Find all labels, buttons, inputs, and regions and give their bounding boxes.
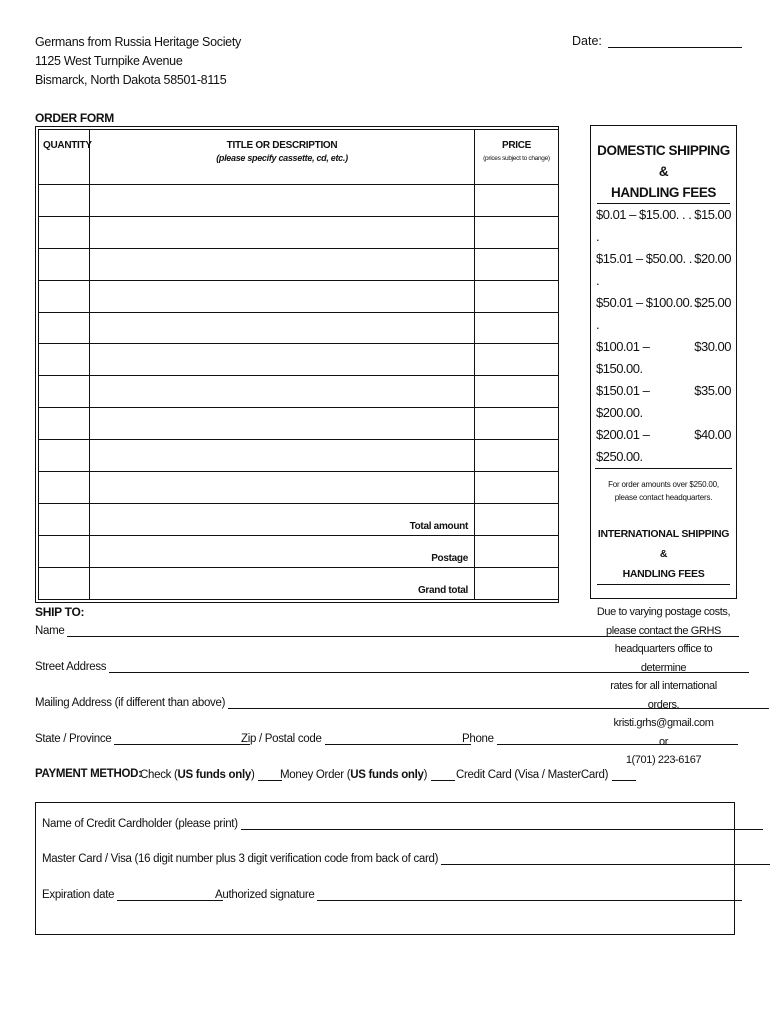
description-cell[interactable]: [90, 408, 475, 440]
description-cell[interactable]: [90, 216, 475, 248]
domestic-shipping-title: DOMESTIC SHIPPING & HANDLING FEES: [597, 143, 730, 200]
table-row: [39, 376, 559, 408]
street-address-field: [35, 660, 749, 673]
quantity-column-header: QUANTITY: [39, 130, 90, 185]
check-option-blank[interactable]: [258, 768, 282, 781]
state-input-line[interactable]: [114, 732, 250, 745]
order-table: [35, 126, 559, 603]
total-amount-label: Total amount: [90, 504, 475, 536]
postage-label: Postage: [90, 536, 475, 568]
table-row: [39, 216, 559, 248]
price-cell[interactable]: [475, 408, 559, 440]
fee-list: [595, 204, 732, 469]
price-cell[interactable]: [475, 440, 559, 472]
description-cell[interactable]: [90, 280, 475, 312]
mailing-address-label: Mailing Address (if different than above): [35, 697, 226, 709]
grand-total-cell[interactable]: [475, 568, 559, 600]
fee-row: $15.01 – $50.00. . . $20.00: [596, 251, 731, 288]
quantity-cell[interactable]: [39, 216, 90, 248]
table-row: [39, 344, 559, 376]
fee-row: $100.01 – $150.00. $30.00: [596, 339, 731, 376]
price-cell[interactable]: [475, 472, 559, 504]
table-row: [39, 408, 559, 440]
ship-to-title: SHIP TO:: [35, 605, 85, 619]
postage-row: [39, 536, 559, 568]
signature-label: Authorized signature: [215, 889, 315, 901]
price-cell[interactable]: [475, 344, 559, 376]
zip-label: Zip / Postal code: [241, 733, 322, 745]
address-line-street: 1125 West Turnpike Avenue: [35, 54, 183, 68]
phone-input-line[interactable]: [497, 732, 738, 745]
postage-cell[interactable]: [475, 536, 559, 568]
grand-total-row: [39, 568, 559, 600]
fee-row: $0.01 – $15.00. . . . $15.00: [596, 207, 731, 244]
price-cell[interactable]: [475, 248, 559, 280]
quantity-cell[interactable]: [39, 408, 90, 440]
expiration-date-field: [42, 888, 223, 901]
price-cell[interactable]: [475, 216, 559, 248]
international-shipping-title: INTERNATIONAL SHIPPING & HANDLING FEES: [597, 528, 730, 580]
divider: [597, 584, 730, 585]
quantity-cell[interactable]: [39, 440, 90, 472]
quantity-cell[interactable]: [39, 184, 90, 216]
name-input-line[interactable]: [67, 624, 739, 637]
quantity-cell[interactable]: [39, 472, 90, 504]
street-address-input-line[interactable]: [109, 660, 749, 673]
title-column-header: TITLE OR DESCRIPTION (please specify cassette, cd, etc.): [90, 130, 475, 185]
description-cell[interactable]: [90, 344, 475, 376]
total-amount-row: [39, 504, 559, 536]
shipping-fees-box: [590, 125, 737, 766]
payment-method-label: PAYMENT METHOD:: [35, 768, 142, 780]
name-label: Name: [35, 625, 65, 637]
date-label: Date:: [572, 34, 602, 48]
expiration-date-label: Expiration date: [42, 889, 115, 901]
quantity-cell[interactable]: [39, 568, 90, 600]
price-cell[interactable]: [475, 376, 559, 408]
description-cell[interactable]: [90, 472, 475, 504]
quantity-cell[interactable]: [39, 536, 90, 568]
address-line-city: Bismarck, North Dakota 58501-8115: [35, 73, 227, 87]
title-column-subheader: (please specify cassette, cd, etc.): [216, 153, 348, 163]
price-column-header: PRICE (prices subject to change): [475, 130, 559, 185]
quantity-cell[interactable]: [39, 344, 90, 376]
expiration-date-input-line[interactable]: [117, 888, 223, 901]
price-cell[interactable]: [475, 280, 559, 312]
zip-field: [241, 732, 471, 745]
signature-field: [215, 888, 742, 901]
payment-money-order-option: Money Order ( US funds only ): [280, 768, 455, 781]
payment-check-option: Check ( US funds only ): [140, 768, 282, 781]
price-cell[interactable]: [475, 184, 559, 216]
address-line-org: Germans from Russia Heritage Society: [35, 35, 241, 49]
order-form-title: ORDER FORM: [35, 111, 114, 125]
contact-phone: 1(701) 223-6167: [625, 754, 702, 766]
description-cell[interactable]: [90, 184, 475, 216]
price-column-subheader: (prices subject to change): [483, 155, 550, 162]
table-row: [39, 440, 559, 472]
table-row: [39, 280, 559, 312]
quantity-cell[interactable]: [39, 280, 90, 312]
zip-input-line[interactable]: [325, 732, 471, 745]
description-cell[interactable]: [90, 248, 475, 280]
quantity-cell[interactable]: [39, 248, 90, 280]
card-number-field: [42, 852, 770, 865]
phone-label: Phone: [462, 733, 494, 745]
description-cell[interactable]: [90, 440, 475, 472]
contact-email[interactable]: kristi.grhs@gmail.com: [613, 717, 714, 729]
large-order-note: For order amounts over $250.00, please contact headquarters.: [608, 480, 719, 502]
cardholder-name-label: Name of Credit Cardholder (please print): [42, 818, 238, 830]
fee-row: $200.01 – $250.00. $40.00: [595, 424, 732, 469]
state-label: State / Province: [35, 733, 112, 745]
money-order-option-blank[interactable]: [431, 768, 455, 781]
organization-address: [35, 33, 241, 90]
description-cell[interactable]: [90, 312, 475, 344]
cardholder-name-input-line[interactable]: [241, 817, 763, 830]
quantity-cell[interactable]: [39, 312, 90, 344]
state-field: [35, 732, 250, 745]
fee-row: $150.01 – $200.00. $35.00: [596, 383, 731, 420]
quantity-cell[interactable]: [39, 504, 90, 536]
card-number-input-line[interactable]: [441, 852, 770, 865]
phone-field: [462, 732, 738, 745]
cardholder-name-field: [42, 817, 763, 830]
mailing-address-field: [35, 696, 769, 709]
grand-total-label: Grand total: [90, 568, 475, 600]
table-row: [39, 312, 559, 344]
credit-card-option-blank[interactable]: [612, 768, 636, 781]
fee-row: $50.01 – $100.00. . $25.00: [596, 295, 731, 332]
date-field: [572, 33, 742, 48]
table-row: [39, 472, 559, 504]
description-cell[interactable]: [90, 376, 475, 408]
payment-credit-card-option: Credit Card (Visa / MasterCard): [456, 768, 636, 781]
international-info: Due to varying postage costs, please contact the GRHS headquarters office to determine rates for all international orders. kristi.grhs@gmail.com or 1(701) 223-6167: [595, 603, 732, 770]
date-input-line[interactable]: [608, 33, 742, 48]
order-table-header: [39, 130, 559, 185]
street-address-label: Street Address: [35, 661, 107, 673]
name-field: [35, 624, 739, 637]
total-amount-cell[interactable]: [475, 504, 559, 536]
mailing-address-input-line[interactable]: [228, 696, 769, 709]
price-cell[interactable]: [475, 312, 559, 344]
table-row: [39, 248, 559, 280]
quantity-cell[interactable]: [39, 376, 90, 408]
card-number-label: Master Card / Visa (16 digit number plus 3 digit verification code from back of card): [42, 853, 439, 865]
signature-input-line[interactable]: [317, 888, 742, 901]
table-row: [39, 184, 559, 216]
